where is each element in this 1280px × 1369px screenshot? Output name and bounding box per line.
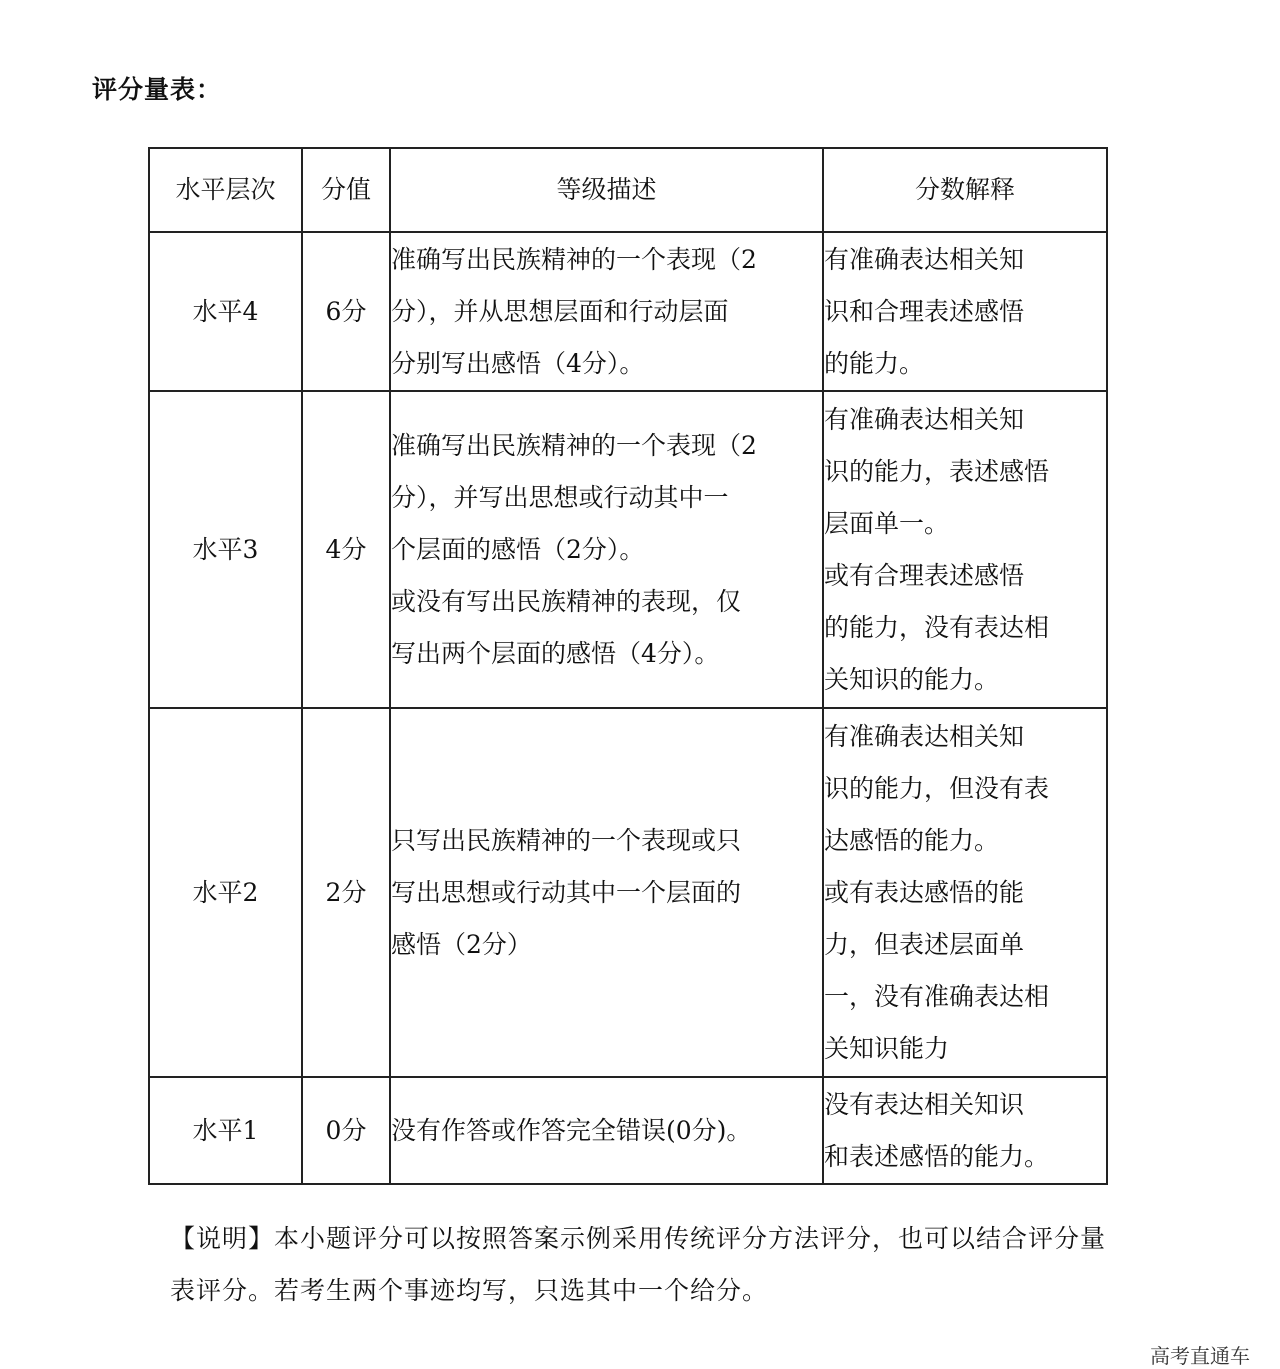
description-cell: [390, 232, 823, 391]
score-cell: 2分: [302, 708, 390, 1077]
table-row: [149, 708, 1107, 1077]
explanation-cell: [823, 391, 1107, 708]
rubric-table: [148, 147, 1108, 1185]
description-cell: [390, 391, 823, 708]
table-row: [149, 1077, 1107, 1184]
note-line: 【说明】本小题评分可以按照答案示例采用传统评分方法评分，也可以结合评分量: [170, 1224, 1107, 1253]
note-paragraph: [170, 1213, 1190, 1317]
description-line: 或没有写出民族精神的表现，仅: [391, 586, 742, 616]
explanation-line: 识和合理表述感悟: [824, 296, 1025, 326]
description-line: 只写出民族精神的一个表现或只: [391, 825, 742, 855]
explanation-cell: [823, 1077, 1107, 1184]
description-line: 分），并写出思想或行动其中一: [391, 482, 729, 512]
explanation-line: 没有表达相关知识: [824, 1089, 1025, 1119]
description-line: 准确写出民族精神的一个表现（2: [391, 244, 757, 274]
header-description: 等级描述: [390, 148, 823, 232]
score-cell: 0分: [302, 1077, 390, 1184]
watermark: 高考直通车: [1150, 1344, 1250, 1368]
explanation-line: 的能力。: [824, 348, 925, 378]
level-cell: 水平4: [149, 232, 302, 391]
explanation-line: 识的能力，表述感悟: [824, 456, 1050, 486]
description-line: 写出两个层面的感悟（4分）。: [391, 638, 720, 668]
explanation-cell: [823, 708, 1107, 1077]
description-line: 没有作答或作答完全错误(0分)。: [391, 1115, 752, 1145]
level-cell: 水平3: [149, 391, 302, 708]
level-cell: 水平2: [149, 708, 302, 1077]
explanation-line: 识的能力，但没有表: [824, 773, 1050, 803]
header-score: 分值: [302, 148, 390, 232]
description-line: 分别写出感悟（4分）。: [391, 348, 645, 378]
explanation-line: 或有合理表述感悟: [824, 560, 1025, 590]
explanation-line: 有准确表达相关知: [824, 244, 1025, 274]
score-cell: 6分: [302, 232, 390, 391]
explanation-line: 一，没有准确表达相: [824, 981, 1050, 1011]
table-row: [149, 391, 1107, 708]
description-cell: [390, 1077, 823, 1184]
description-line: 准确写出民族精神的一个表现（2: [391, 430, 757, 460]
explanation-line: 或有表达感悟的能: [824, 877, 1025, 907]
explanation-line: 的能力，没有表达相: [824, 612, 1050, 642]
level-cell: 水平1: [149, 1077, 302, 1184]
explanation-line: 达感悟的能力。: [824, 825, 1000, 855]
explanation-line: 关知识能力: [824, 1033, 950, 1063]
explanation-line: 关知识的能力。: [824, 664, 1000, 694]
description-line: 分），并从思想层面和行动层面: [391, 296, 729, 326]
table-header-row: [149, 148, 1107, 232]
explanation-line: 力，但表述层面单: [824, 929, 1025, 959]
header-explanation: 分数解释: [823, 148, 1107, 232]
explanation-line: 层面单一。: [824, 508, 950, 538]
description-line: 个层面的感悟（2分）。: [391, 534, 645, 564]
table-row: [149, 232, 1107, 391]
section-heading: 评分量表：: [92, 75, 223, 104]
description-line: 感悟（2分）: [391, 929, 532, 959]
note-line: 表评分。若考生两个事迹均写，只选其中一个给分。: [170, 1276, 769, 1305]
explanation-line: 和表述感悟的能力。: [824, 1141, 1050, 1171]
explanation-line: 有准确表达相关知: [824, 721, 1025, 751]
explanation-cell: [823, 232, 1107, 391]
description-line: 写出思想或行动其中一个层面的: [391, 877, 742, 907]
header-level: 水平层次: [149, 148, 302, 232]
score-cell: 4分: [302, 391, 390, 708]
description-cell: [390, 708, 823, 1077]
explanation-line: 有准确表达相关知: [824, 404, 1025, 434]
